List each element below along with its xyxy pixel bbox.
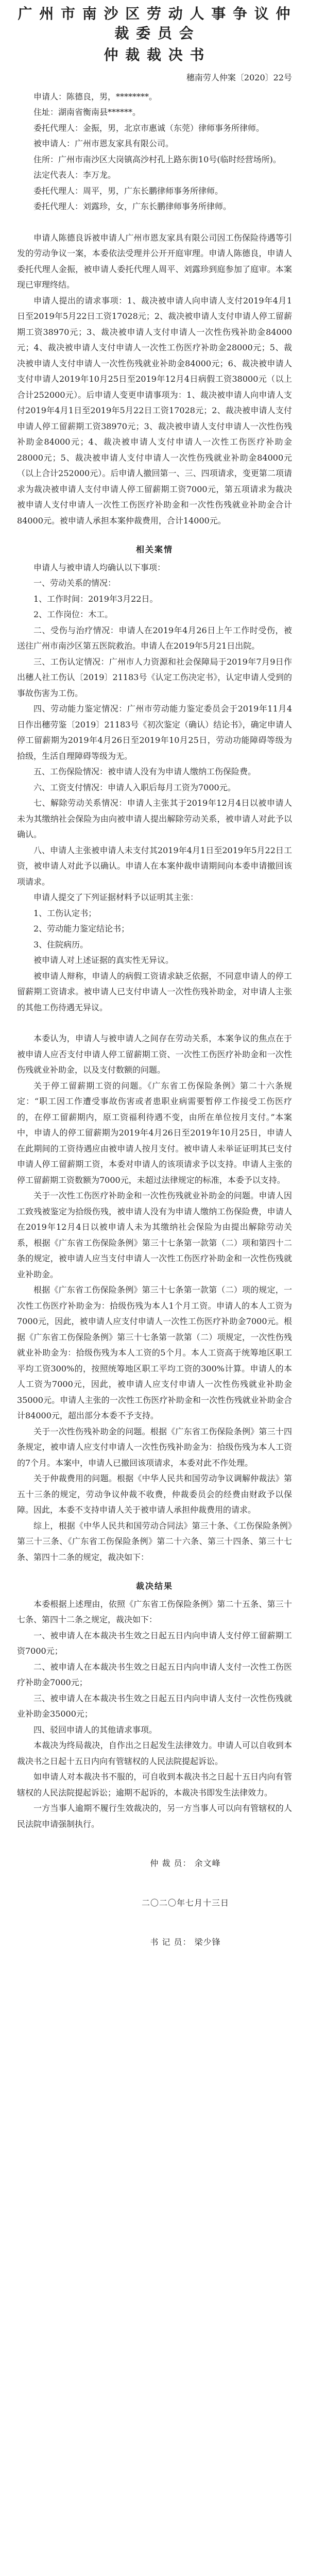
fact-paragraph: 七、解除劳动关系情况：申请人主张其于2019年12月4日以被申请人未为其缴纳社会保险为由向被申请人提出解除劳动关系，被申请人对此予以确认。 xyxy=(17,798,292,839)
fact-paragraph: 一、劳动关系的情况： xyxy=(33,578,116,588)
fact-paragraph: 申请人与被申请人均确认以下事项： xyxy=(33,562,166,572)
ruling-intro: 本委根据上述理由，依照《广东省工伤保险条例》第二十五条、第三十七条、第四十二条之规定，裁决如下： xyxy=(17,1599,292,1624)
party-line: 被申请人：广州市恩友家具有限公司。 xyxy=(33,139,174,148)
intro-block xyxy=(17,230,292,529)
fact-paragraph: 1、工作时间：2019年3月22日。 xyxy=(33,594,158,604)
arbitrator-line: 仲 裁 员： 余文峰 xyxy=(150,1858,221,1868)
ruling-item: 四、驳回申请人的其他请求事项。 xyxy=(33,1724,158,1735)
fact-paragraph: 二、受伤与治疗情况：申请人在2019年4月26日上午工作时受伤，被送往广州市南沙区第五医院救治。申请人在2019年5月21日出院。 xyxy=(17,625,292,651)
opinion-paragraph: 关于一次性工伤医疗补助金和一次性伤残就业补助金的问题。申请人因工致残被鉴定为拾级伤残，被申请人没有为申请人缴纳工伤保险费，申请人在2019年12月4日以被申请人未为其缴纳社会保险为由提出解除劳动关系，根据《广东省工伤保险条例》第三十七条第一款第（二）项和第四十二条的规定，被申请人应当支付申请人一次性工伤医疗补助金和一次性伤残就业补助金。 xyxy=(17,1191,292,1279)
ruling-item: 一、被申请人在本裁决书生效之日起五日内向申请人支付停工留薪期工资7000元； xyxy=(17,1630,292,1656)
ruling-item: 本裁决为终局裁决，自作出之日起发生法律效力。申请人可以自收到本裁决书之日起十五日内向有管辖权的人民法院提起诉讼。 xyxy=(17,1740,292,1766)
ruling-block xyxy=(17,1597,292,1833)
fact-paragraph: 被申请人辩称，申请人的病假工资请求缺乏依据，不同意申请人的停工留薪期工资请求。被申请人已支付申请人一次性伤残补助金，对申请人主张的其他工伤待遇无异议。 xyxy=(17,971,292,1012)
fact-paragraph: 三、工伤认定情况：广州市人力资源和社会保障局于2019年7月9日作出穗人社工伤认〔2019〕21183号《认定工伤决定书》，认定申请人受到的事故伤害为工伤。 xyxy=(17,656,292,698)
award-date: 二〇二〇年七月十三日 xyxy=(141,1897,229,1908)
opinion-block xyxy=(17,1031,292,1565)
party-line: 住址：湖南省衡南县******。 xyxy=(33,107,141,117)
document-title-line2: 仲 裁 裁 决 书 xyxy=(104,46,205,63)
fact-paragraph: 六、工资支付情况：申请人入职后每月工资为7000元。 xyxy=(33,782,236,792)
fact-paragraph: 被申请人对上述证据的真实性无异议。 xyxy=(33,955,174,965)
opinion-paragraph: 根据《广东省工伤保险条例》第三十七条第一款第（二）项的规定，一次性工伤医疗补助金为：拾级伤残为本人1个月工资。申请人的本人工资为7000元，因此，被申请人应支付申请人一次性工伤医疗补助金7000元。根据《广东省工伤保险条例》第三十七条第一款第（二）项规定，一次性伤残就业补助金为：拾级伤残为本人工资的5个月。本人工资高于统筹地区职工平均工资300%的，按照统筹地区职工平均工资的300%计算。申请人的本人工资为7000元，因此，被申请人应支付申请人一次性伤残就业补助金35000元。申请人主张的一次性工伤医疗补助金和一次性伤残就业补助金合计84000元，超出部分本委不予支持。 xyxy=(17,1285,292,1420)
case-number: 穗南劳人仲案〔2020〕22号 xyxy=(186,73,292,82)
party-line: 委托代理人：周平，男，广东长鹏律师事务所律师。 xyxy=(33,185,224,196)
ruling-item: 二、被申请人在本裁决书生效之日起五日内向申请人支付一次性工伤医疗补助金7000元； xyxy=(17,1662,292,1687)
party-line: 委托代理人：金振，男，北京市惠诚（东莞）律师事务所律师。 xyxy=(33,123,265,133)
party-line: 住所：广州市南沙区大岗镇高沙村孔上路东街10号(临时经营场所)。 xyxy=(33,154,281,164)
opinion-paragraph: 关于仲裁费用的问题。根据《中华人民共和国劳动争议调解仲裁法》第五十三条的规定，劳动争议仲裁不收费，仲裁委员会的经费由财政予以保障。因此，本委不支持申请人关于被申请人承担仲裁费用的请求。 xyxy=(17,1473,292,1515)
opinion-paragraph: 本委认为，申请人与被申请人之间存在劳动关系，本案争议的焦点在于被申请人应否支付申请人停工留薪期工资、一次性工伤医疗补助金和一次性伤残就业补助金，以及支付数额的问题。 xyxy=(17,1033,292,1075)
fact-paragraph: 1、工伤认定书； xyxy=(33,908,97,918)
party-line: 法定代表人：李万龙。 xyxy=(33,170,116,180)
intro-paragraph: 申请人陈德良诉被申请人广州市恩友家具有限公司因工伤保险待遇等引发的劳动争议一案，本委依法受理并公开开庭审理。申请人陈德良，申请人委托代理人金振，被申请人委托代理人周平、刘露珍到庭参加了庭审。本案现已审理终结。 xyxy=(17,232,292,290)
fact-paragraph: 八、申请人主张被申请人未支付其2019年4月1日至2019年5月22日工资，被申请人对此予以确认。申请人在本案仲裁申请期间向本委申请撤回该项请求。 xyxy=(17,845,292,887)
party-line: 申请人：陈德良，男，********。 xyxy=(33,91,158,101)
fact-paragraph: 3、住院病历。 xyxy=(33,939,89,950)
fact-paragraph: 四、劳动能力鉴定情况：广州市劳动能力鉴定委员会于2019年11月4日作出穗劳鉴〔2019〕21183号《初次鉴定（确认）结论书》，确定申请人停工留薪期为2019年4月26日至2019年10月25日，劳动功能障碍等级为拾级，生活自理障碍等级为无。 xyxy=(17,704,292,761)
ruling-item: 三、被申请人在本裁决书生效之日起五日内向申请人支付一次性伤残就业补助金35000元； xyxy=(17,1693,292,1719)
fact-paragraph: 五、工伤保险情况：被申请人没有为申请人缴纳工伤保险费。 xyxy=(33,767,256,776)
fact-paragraph: 2、工作岗位：木工。 xyxy=(33,609,113,619)
party-line: 委托代理人：刘露珍，女，广东长鹏律师事务所律师。 xyxy=(33,201,232,211)
intro-paragraph: 申请人提出的请求事项：1、裁决被申请人向申请人支付2019年4月1日至2019年5月22日工资17028元；2、裁决被申请人支付申请人停工留薪期工资38970元；3、裁决被申请人支付申请人一次性伤残补助金84000元；4、裁决被申请人支付申请人一次性工伤医疗补助金28000元；5、裁决被申请人支付申请人一次性伤残就业补助金84000元；6、裁决被申请人支付申请人2019年10月25日至2019年12月4日病假工资38000元（以上合计252000元）。后申请人变更申请事项为：1、裁决被申请人向申请人支付2019年4月1日至2019年5月22日工资17028元；2、裁决被申请人支付申请人停工留薪期工资38970元；3、裁决被申请人支付申请人一次性伤残补助金84000元；4、裁决被申请人支付申请人一次性工伤医疗补助金28000元；5、裁决被申请人支付申请人一次性伤残就业补助金84000元（以上合计252000元）。后申请人撤回第一、三、四项请求，变更第二项请求为裁决被申请人支付申请人停工留薪期工资7000元，第五项请求为裁决被申请人支付申请人一次性工伤医疗补助金和一次性伤残就业补助金合计84000元。被申请人承担本案仲裁费用，合计14000元。 xyxy=(17,295,292,526)
ruling-item: 如申请人对本裁决书不服的，可自收到本裁决书之日起十五日内向有管辖权的人民法院提起诉讼；逾期不起诉的，本裁决书即发生法律效力。 xyxy=(17,1772,292,1798)
opinion-paragraph: 综上，根据《中华人民共和国劳动合同法》第三十条、《工伤保险条例》第三十三条、《广东省工伤保险条例》第二十六条、第三十四条、第三十七条、第四十二条的规定，裁决如下： xyxy=(17,1520,292,1562)
ruling-heading: 裁决结果 xyxy=(135,1581,173,1591)
fact-paragraph: 申请人提交了下列证据材料予以证明其主张： xyxy=(33,892,199,902)
signature-block xyxy=(17,1856,292,1951)
opinion-paragraph: 关于停工留薪期工资的问题。《广东省工伤保险条例》第二十六条规定：“职工因工作遭受事故伤害或者患职业病需要暂停工作接受工伤医疗的，在停工留薪期内，原工资福利待遇不变，由所在单位按月支付。”本案中，申请人的停工留薪期为2019年4月26日至2019年10月25日，申请人在此期间的工资待遇应由被申请人按月支付。被申请人未举证证明其已支付申请人停工留薪期工资，本委对申请人的该项请求予以支持。申请人主张的停工留薪期工资数额为7000元，未超过法律规定的标准，本委予以支持。 xyxy=(17,1080,292,1185)
opinion-paragraph: 关于一次性伤残补助金的问题。根据《广东省工伤保险条例》第三十四条规定，被申请人应支付申请人一次性伤残补助金为：拾级伤残为本人工资的7个月。本案中，申请人已撤回该项请求，本委对此不作处理。 xyxy=(17,1426,292,1468)
fact-paragraph: 2、劳动能力鉴定结论书； xyxy=(33,924,130,934)
parties-block xyxy=(17,89,292,215)
ruling-item: 一方当事人逾期不履行生效裁决的，另一方当事人可以向有管辖权的人民法院申请强制执行。 xyxy=(17,1803,292,1829)
facts-block xyxy=(17,560,292,1016)
clerk-line: 书 记 员： 梁少锋 xyxy=(150,1937,221,1947)
facts-heading: 相关案情 xyxy=(135,545,173,554)
document-title-line1: 广 州 市 南 沙 区 劳 动 人 事 争 议 仲 裁 委 员 会 xyxy=(18,5,291,42)
